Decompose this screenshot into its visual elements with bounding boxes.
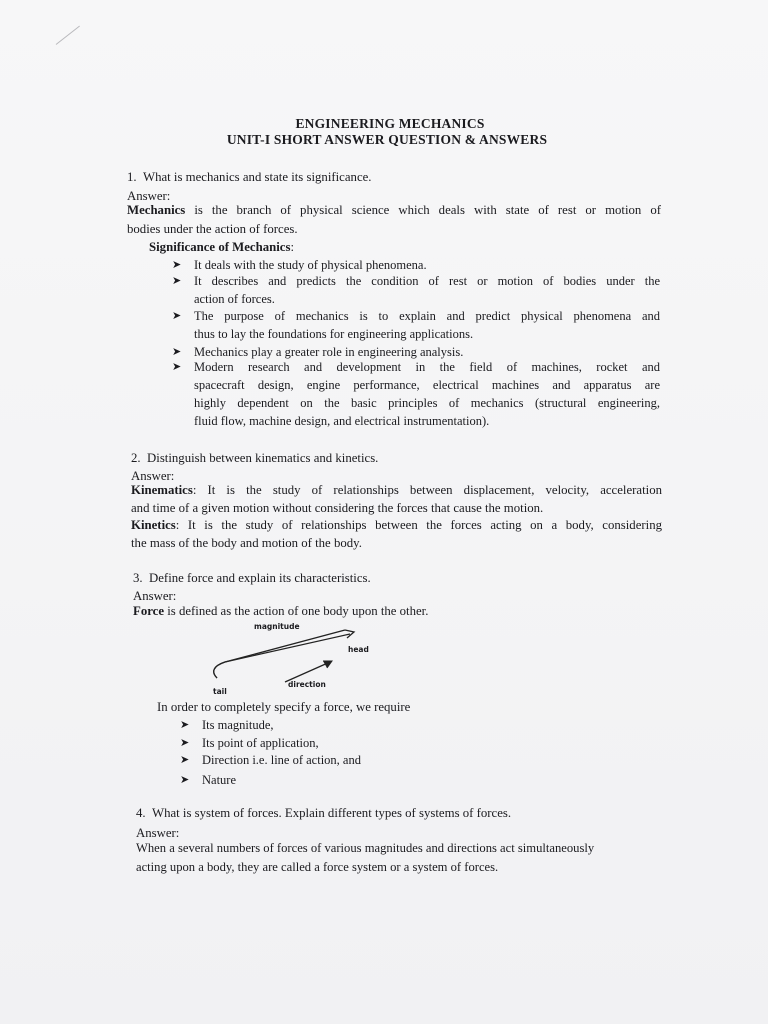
q1-significance-heading: Significance of Mechanics:: [149, 240, 295, 254]
arrowhead-bullet-icon: ➤: [180, 754, 190, 766]
q2-kinetics-line-2: the mass of the body and motion of the body.: [131, 536, 362, 550]
q2-question: [131, 451, 378, 466]
q1-definition-line-1: [127, 203, 661, 218]
q4-question: [136, 806, 511, 821]
tail-label: tail: [213, 687, 227, 696]
q2-kinematics-term: Kinematics: [131, 483, 193, 497]
q4-answer-label: Answer:: [136, 826, 180, 840]
arrowhead-bullet-icon: ➤: [180, 737, 190, 749]
direction-label: direction: [288, 680, 326, 689]
document-page: ENGINEERING MECHANICS UNIT-I SHORT ANSWER QUESTION & ANSWERS 1. What is mechanics and state its significance. Answer: Mechanics is the branch of physical science which deals with state of rest or motion of bodies under the action of forces. Significance of Mechanics: ➤ It deals with the study of physical phenomena. ➤ It describes and predicts the condition of rest or motion of bodies under the action of forces. ➤ The purpose of mechanics is to explain and predict physical phenomena and thus to lay the foundations for engineering applications. ➤ Mechanics play a greater role in engineering analysis. ➤ Modern research and development in the field of machines, rocket and spacecraft design, engine performance, electrical machines and apparatus are highly dependent on the basic principles of mechanics (structural engineering, fluid flow, machine design, and electrical instrumentation). 2. Distinguish between kinematics and kinetics. Answer: Kinematics: It is the study of relationships between displacement, velocity, acceleration and time of a given motion without considering the forces that cause the motion. Kinetics: It is the study of relationships between the forces acting on a body, considering the mass of the body and motion of the body. 3. Define force and explain its characteristics. Answer: Force is defined as the action of one body upon the other. magnitude head direction tail In order to completely specify a force, we require ➤ Its magnitude, ➤ Its point of application, ➤ Direction i.e. line of action, and ➤ Nature 4. What is system of forces. Explain different types of systems of forces. Answer: When a several numbers of forces of various magnitudes and directions act simultaneously acting upon a body, they are called a force system or a system of forces.: [0, 0, 768, 1024]
q2-kinetics-line-1: Kinetics: It is the study of relationships between the forces acting on a body, considering: [131, 518, 662, 532]
document-subtitle: UNIT-I SHORT ANSWER QUESTION & ANSWERS: [226, 132, 548, 147]
q1-question: [127, 170, 372, 185]
magnitude-label: magnitude: [254, 622, 300, 631]
q4-number: 4.: [136, 806, 146, 820]
q3-definition: Force is defined as the action of one body upon the other.: [133, 604, 429, 618]
q2-answer-label: Answer:: [131, 469, 175, 483]
arrowhead-bullet-icon: ➤: [172, 361, 182, 373]
q3-question: [133, 571, 371, 586]
q4-line-1: When a several numbers of forces of various magnitudes and directions act simultaneously: [136, 841, 595, 855]
direction-arrow-shaft: [285, 662, 330, 682]
q3-number: 3.: [133, 571, 143, 585]
q2-question-text: Distinguish between kinematics and kinetics.: [147, 451, 379, 465]
arrowhead-bullet-icon: ➤: [180, 774, 190, 786]
q3-answer-label: Answer:: [133, 589, 177, 603]
q4-line-2: acting upon a body, they are called a force system or a system of forces.: [136, 860, 499, 874]
arrowhead-bullet-icon: ➤: [172, 346, 182, 358]
q1-term: Mechanics: [127, 203, 186, 217]
q1-definition-1: is the branch of physical science which deals with state of rest or motion of: [194, 203, 662, 217]
q4-question-text: What is system of forces. Explain different types of systems of forces.: [152, 806, 512, 820]
q2-number: 2.: [131, 451, 141, 465]
q3-intro: In order to completely specify a force, we require: [157, 700, 411, 714]
q1-question-text: What is mechanics and state its significance.: [143, 170, 372, 184]
document-title: ENGINEERING MECHANICS: [295, 116, 485, 131]
arrowhead-bullet-icon: ➤: [172, 259, 182, 271]
arrowhead-bullet-icon: ➤: [172, 275, 182, 287]
q2-kinematics-line-1: Kinematics: It is the study of relationships between displacement, velocity, acceleration: [131, 483, 662, 497]
arrowhead-bullet-icon: ➤: [180, 719, 190, 731]
arrowhead-bullet-icon: ➤: [172, 310, 182, 322]
q1-number: 1.: [127, 170, 137, 184]
head-label: head: [348, 645, 369, 654]
q3-term: Force: [133, 604, 165, 618]
q2-kinetics-term: Kinetics: [131, 518, 176, 532]
force-body-line: [214, 634, 350, 678]
force-diagram: [205, 622, 385, 698]
force-magnitude-curve: [214, 630, 345, 678]
q2-kinematics-line-2: and time of a given motion without considering the forces that cause the motion.: [131, 501, 544, 515]
pen-mark: [56, 26, 80, 45]
q1-answer-label: Answer:: [127, 189, 171, 203]
q3-question-text: Define force and explain its characteristics.: [149, 571, 371, 585]
q1-definition-line-2: bodies under the action of forces.: [127, 222, 298, 236]
